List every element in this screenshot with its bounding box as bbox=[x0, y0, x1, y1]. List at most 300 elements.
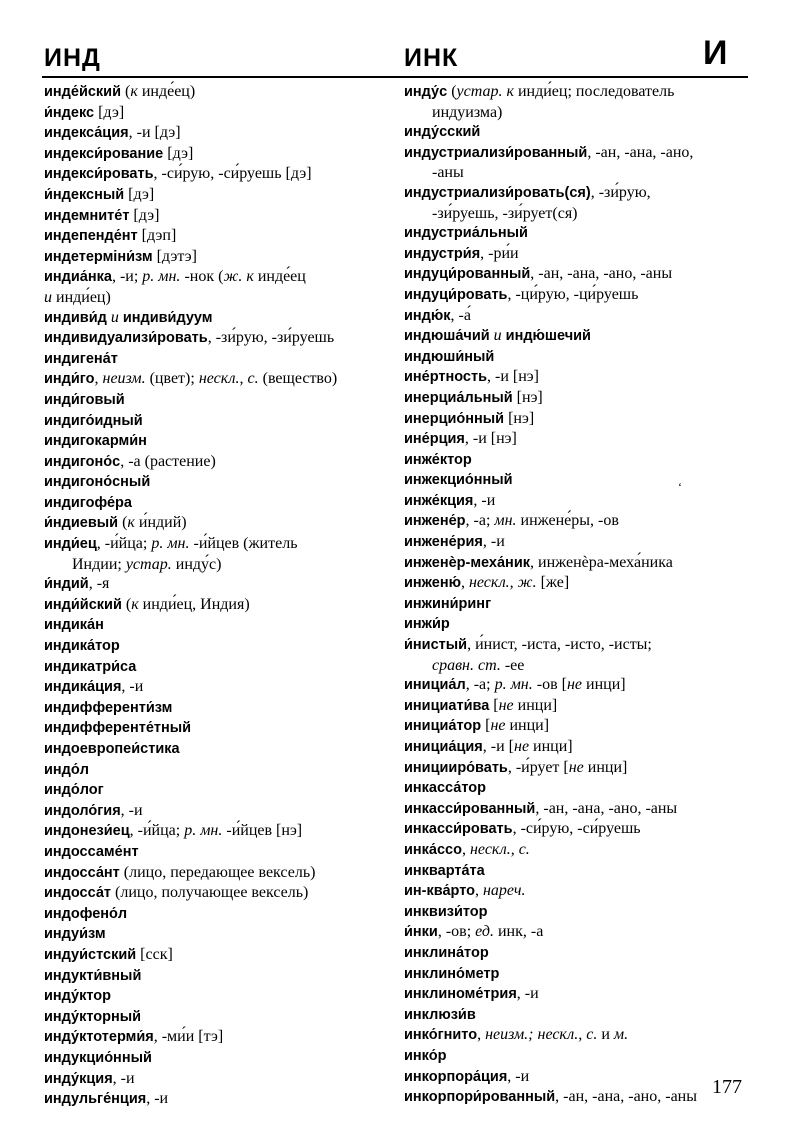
headword: индо́л bbox=[44, 761, 89, 778]
entry-text: , инженѐра-меха́ника bbox=[530, 553, 673, 571]
grammar-note: устар. к bbox=[456, 83, 514, 100]
headword: индемните́т bbox=[44, 207, 130, 224]
dictionary-entry bbox=[44, 431, 392, 452]
dictionary-entry bbox=[404, 716, 750, 737]
headword: индуи́зм bbox=[44, 926, 106, 943]
dictionary-entry bbox=[44, 82, 392, 103]
dictionary-entry bbox=[44, 411, 392, 432]
dictionary-entry bbox=[44, 472, 392, 493]
headword: индю́шечий bbox=[505, 328, 591, 345]
dictionary-entry bbox=[44, 904, 392, 925]
headword: инжене́рия bbox=[404, 534, 483, 551]
entry-text: , -я bbox=[88, 575, 110, 593]
dictionary-entry bbox=[44, 863, 392, 884]
dictionary-entry bbox=[404, 367, 750, 388]
entry-continuation bbox=[404, 204, 750, 224]
dictionary-entry bbox=[44, 288, 392, 308]
dictionary-entry bbox=[44, 821, 392, 842]
entry-text: -ее bbox=[500, 656, 525, 674]
dictionary-entry bbox=[44, 369, 392, 390]
dictionary-entry bbox=[404, 1025, 750, 1046]
grammar-note: неизм.; нескл., с. bbox=[485, 1026, 598, 1044]
entry-text: инци] bbox=[529, 738, 573, 755]
dictionary-entry bbox=[44, 1048, 392, 1069]
headword: инкасси́рованный bbox=[404, 800, 536, 817]
headword: инжи́р bbox=[404, 616, 450, 633]
dictionary-entry bbox=[404, 594, 750, 615]
entry-text: , -а; bbox=[465, 512, 495, 530]
entry-text: (лицо, передающее вексель) bbox=[119, 863, 316, 881]
entry-text: [ bbox=[481, 717, 491, 735]
entry-text: , -и bbox=[473, 491, 496, 509]
entry-text: , -и; bbox=[111, 268, 143, 286]
headword: индикатри́са bbox=[44, 658, 137, 675]
headword: индустриализи́рованный bbox=[404, 144, 588, 161]
entry-text: инду́с) bbox=[171, 555, 222, 573]
headword: инициа́тор bbox=[404, 718, 482, 735]
entry-text: -аны bbox=[432, 164, 464, 182]
dictionary-entry bbox=[44, 1007, 392, 1028]
headword: индиви́д bbox=[44, 309, 107, 326]
grammar-note: нескл., с. bbox=[469, 840, 530, 858]
grammar-note: к bbox=[130, 83, 138, 100]
headword: инди́йский bbox=[44, 596, 122, 613]
section-letter: И bbox=[703, 34, 728, 72]
entry-text: , -и [ bbox=[482, 738, 514, 755]
headword: и́ндиевый bbox=[44, 515, 119, 532]
headword: индивидуализи́ровать bbox=[44, 330, 208, 347]
headword: индигоно́сный bbox=[44, 474, 151, 491]
headword: инде́йский bbox=[44, 84, 122, 100]
headword: индепенде́нт bbox=[44, 228, 138, 245]
headword: инду́кция bbox=[44, 1070, 113, 1087]
headword: инже́кция bbox=[404, 492, 474, 509]
grammar-note: не bbox=[498, 696, 514, 714]
entry-text: инди́ец) bbox=[52, 288, 111, 306]
grammar-note: устар. bbox=[125, 555, 172, 573]
entry-text: , и́нист, -иста, -исто, -исты; bbox=[467, 636, 652, 654]
entry-text: , -и bbox=[112, 1069, 135, 1087]
headword: инициати́ва bbox=[404, 697, 490, 714]
dictionary-entry bbox=[404, 553, 750, 574]
entry-continuation bbox=[44, 555, 392, 575]
headword: индюша́чий bbox=[404, 328, 490, 345]
headword: и́ндий bbox=[44, 576, 89, 593]
dictionary-entry bbox=[44, 206, 392, 227]
headword: индигофе́ра bbox=[44, 494, 132, 511]
dictionary-entry bbox=[404, 922, 750, 943]
page-header bbox=[0, 0, 792, 80]
entry-text: ( bbox=[121, 83, 131, 100]
entry-text: , -и bbox=[482, 533, 505, 551]
grammar-note: р. мн. bbox=[142, 268, 181, 286]
dictionary-entry bbox=[44, 636, 392, 657]
headword: инду́сский bbox=[404, 124, 481, 141]
entry-text: , -а́ bbox=[450, 306, 471, 324]
headword: индиви́дуум bbox=[122, 309, 213, 326]
headword: ин-ква́рто bbox=[404, 883, 475, 900]
headword: инду́с bbox=[404, 84, 448, 100]
dictionary-entry bbox=[44, 718, 392, 739]
headword: индуци́рованный bbox=[404, 266, 531, 283]
dictionary-entry bbox=[404, 1067, 750, 1088]
entry-text: индуизма) bbox=[432, 103, 503, 121]
entry-text: инде́ец bbox=[253, 268, 306, 286]
entry-text: [дэ] bbox=[124, 185, 155, 203]
headword: индульге́нция bbox=[44, 1091, 147, 1108]
dictionary-entry bbox=[44, 534, 392, 555]
headword: индекса́ция bbox=[44, 125, 129, 142]
headword: индукцио́нный bbox=[44, 1049, 152, 1066]
dictionary-entry bbox=[404, 264, 750, 285]
dictionary-entry bbox=[44, 185, 392, 206]
dictionary-entry bbox=[44, 595, 392, 616]
grammar-note: не bbox=[566, 676, 582, 694]
right-guide-word: ИНК bbox=[404, 44, 459, 72]
entry-continuation bbox=[404, 163, 750, 183]
entry-text: инди́ец; последователь bbox=[513, 83, 675, 100]
headword: инициа́ция bbox=[404, 739, 483, 755]
entry-text: , -и [нэ] bbox=[464, 430, 517, 448]
headword: индоссаме́нт bbox=[44, 843, 139, 860]
dictionary-entry bbox=[404, 223, 750, 244]
entry-text: [нэ] bbox=[504, 409, 535, 427]
dictionary-entry bbox=[44, 842, 392, 863]
headword: инка́ссо bbox=[404, 841, 462, 858]
headword: индо́лог bbox=[44, 782, 104, 799]
dictionary-entry bbox=[404, 614, 750, 635]
grammar-note: не bbox=[490, 717, 506, 735]
entry-text: , -ан, -ана, -ано, -аны bbox=[530, 265, 673, 283]
dictionary-entry bbox=[44, 390, 392, 411]
headword: и́ндекс bbox=[44, 104, 95, 121]
dictionary-entry bbox=[404, 122, 750, 143]
entry-text: -и́йцев [нэ] bbox=[222, 822, 303, 840]
dictionary-entry bbox=[404, 82, 750, 103]
headword: инди́го bbox=[44, 371, 95, 388]
dictionary-entry bbox=[404, 183, 750, 204]
headword: инжене́р bbox=[404, 513, 466, 530]
dictionary-entry bbox=[404, 964, 750, 985]
headword: индуи́стский bbox=[44, 946, 137, 963]
grammar-note: м. bbox=[613, 1026, 629, 1044]
grammar-note: и bbox=[489, 327, 506, 345]
dictionary-entry bbox=[404, 450, 750, 471]
dictionary-entry bbox=[404, 244, 750, 265]
dictionary-entry bbox=[44, 308, 392, 329]
headword: индетерміни́зм bbox=[44, 248, 153, 265]
dictionary-entry bbox=[44, 1089, 392, 1110]
headword: инко́гнито bbox=[404, 1027, 478, 1044]
dictionary-entry bbox=[404, 409, 750, 430]
headword: инко́р bbox=[404, 1047, 447, 1064]
entry-text: [дэтэ] bbox=[152, 247, 197, 265]
entry-text: , bbox=[474, 882, 483, 900]
entry-text: , -а; bbox=[465, 676, 495, 694]
entry-text: , -а (растение) bbox=[120, 452, 216, 470]
headword: инжекцио́нный bbox=[404, 472, 513, 489]
dictionary-entry bbox=[404, 778, 750, 799]
headword: и́ндексный bbox=[44, 186, 125, 203]
headword: индигена́т bbox=[44, 350, 118, 367]
entry-text: (лицо, получающее вексель) bbox=[111, 884, 309, 902]
entry-text: инци] bbox=[513, 696, 558, 714]
dictionary-entry bbox=[44, 1069, 392, 1090]
entry-text: и́ндий) bbox=[134, 514, 187, 532]
headword: инди́ец bbox=[44, 536, 97, 553]
headword: индекси́ровать bbox=[44, 166, 154, 183]
entry-text: , -и́йца; bbox=[129, 822, 185, 840]
entry-text: -нок ( bbox=[180, 268, 224, 286]
entry-text: , -си́рую, -си́руешь [дэ] bbox=[153, 165, 312, 183]
headword: инклиноме́трия bbox=[404, 986, 517, 1003]
entry-continuation bbox=[404, 103, 750, 123]
entry-text: , -и bbox=[121, 678, 144, 696]
entry-text: -ов [ bbox=[532, 676, 567, 694]
headword: индонези́ец bbox=[44, 823, 130, 840]
entry-text: , -ан, -ана, -ано, -аны bbox=[535, 799, 678, 817]
headword: инкасси́ровать bbox=[404, 821, 513, 838]
headword: индюши́ный bbox=[404, 348, 495, 365]
dictionary-entry bbox=[404, 143, 750, 164]
entry-text: -и́йцев (житель bbox=[189, 535, 298, 553]
dictionary-entry bbox=[44, 760, 392, 781]
entry-text: и bbox=[597, 1026, 614, 1044]
entry-text: инци] bbox=[582, 676, 626, 694]
grammar-note: и bbox=[44, 288, 52, 306]
grammar-note: мн. bbox=[494, 512, 517, 530]
entry-text: (вещество) bbox=[258, 370, 338, 388]
entry-text: , -ри́и bbox=[480, 244, 519, 262]
entry-text: [дэ] bbox=[163, 144, 194, 162]
grammar-note: нескл., ж. bbox=[468, 574, 537, 592]
headword: иницииро́вать bbox=[404, 759, 508, 776]
entry-text: , -ми́и [тэ] bbox=[153, 1028, 224, 1046]
headword: индиго́идный bbox=[44, 412, 143, 429]
grammar-note: ж. к bbox=[223, 268, 254, 286]
header-rule bbox=[42, 76, 748, 78]
dictionary-entry bbox=[404, 1005, 750, 1026]
dictionary-entry bbox=[404, 840, 750, 861]
headword: индустри́я bbox=[404, 245, 481, 262]
headword: инклино́метр bbox=[404, 965, 500, 982]
entry-text: [сск] bbox=[136, 945, 173, 963]
entry-text: -зи́руешь, -зи́рует(ся) bbox=[432, 204, 578, 222]
dictionary-entry bbox=[404, 635, 750, 656]
dictionary-entry bbox=[404, 799, 750, 820]
entry-text: , bbox=[94, 370, 103, 388]
dictionary-entry bbox=[44, 739, 392, 760]
grammar-note: к bbox=[127, 514, 135, 532]
headword: индофено́л bbox=[44, 905, 128, 922]
headword: индосса́нт bbox=[44, 864, 120, 881]
headword: ине́ртность bbox=[404, 369, 488, 386]
dictionary-entry bbox=[44, 966, 392, 987]
dictionary-entry bbox=[44, 986, 392, 1007]
grammar-note: р. мн. bbox=[184, 822, 223, 840]
dictionary-entry bbox=[404, 902, 750, 923]
dictionary-entry bbox=[44, 123, 392, 144]
entry-text: , -и́йца; bbox=[96, 535, 152, 553]
headword: индифференти́зм bbox=[44, 699, 173, 716]
grammar-note: нареч. bbox=[482, 882, 526, 900]
dictionary-entry bbox=[44, 164, 392, 185]
headword: и́нки bbox=[404, 924, 438, 941]
print-speck: ʻ bbox=[678, 480, 682, 494]
entry-text: (цвет); bbox=[145, 370, 199, 388]
entry-text: , -зи́рую, -зи́руешь bbox=[207, 329, 335, 347]
headword: индоевропеи́стика bbox=[44, 741, 180, 757]
headword: инду́ктотерми́я bbox=[44, 1029, 154, 1046]
dictionary-entry bbox=[404, 511, 750, 532]
entry-text: , -ан, -ана, -ано, -аны bbox=[555, 1088, 697, 1106]
headword: индукти́вный bbox=[44, 967, 142, 984]
entry-text: , -и bbox=[516, 985, 539, 1003]
dictionary-entry bbox=[404, 491, 750, 512]
entry-text: [дэ] bbox=[94, 103, 125, 121]
entry-text: , -си́рую, -си́руешь bbox=[512, 820, 641, 838]
dictionary-entry bbox=[44, 883, 392, 904]
dictionary-entry bbox=[44, 247, 392, 268]
grammar-note: к bbox=[131, 595, 139, 613]
dictionary-entry bbox=[44, 493, 392, 514]
headword: индика́н bbox=[44, 617, 104, 634]
headword: инкасса́тор bbox=[404, 780, 486, 797]
grammar-note: ед. bbox=[475, 923, 494, 941]
dictionary-entry bbox=[404, 737, 750, 758]
grammar-note: не bbox=[568, 758, 584, 776]
dictionary-entry bbox=[404, 758, 750, 779]
grammar-note: нескл., с. bbox=[198, 370, 259, 388]
dictionary-entry bbox=[44, 328, 392, 349]
entry-text: , bbox=[460, 574, 469, 592]
dictionary-entry bbox=[44, 924, 392, 945]
dictionary-entry bbox=[44, 349, 392, 370]
headword: инкорпори́рованный bbox=[404, 1089, 556, 1106]
entry-text: [же] bbox=[536, 574, 570, 592]
left-column bbox=[44, 82, 392, 1110]
headword: индифференте́тный bbox=[44, 720, 192, 737]
headword: инициа́л bbox=[404, 677, 466, 694]
grammar-note: неизм. bbox=[102, 370, 146, 388]
entry-text: , bbox=[477, 1026, 486, 1044]
dictionary-entry bbox=[404, 306, 750, 327]
entry-text: инди́ец, Индия) bbox=[138, 595, 250, 613]
entry-text: , -и [нэ] bbox=[487, 368, 539, 386]
headword: инже́ктор bbox=[404, 451, 472, 468]
dictionary-entry bbox=[44, 657, 392, 678]
headword: индика́тор bbox=[44, 638, 120, 655]
entry-text: , -ци́рую, -ци́руешь bbox=[507, 285, 639, 303]
dictionary-entry bbox=[44, 615, 392, 636]
dictionary-entry bbox=[44, 574, 392, 595]
headword: индекси́рование bbox=[44, 145, 164, 162]
grammar-note: сравн. ст. bbox=[432, 656, 501, 674]
dictionary-entry bbox=[404, 943, 750, 964]
dictionary-entry bbox=[404, 1046, 750, 1067]
headword: инди́говый bbox=[44, 391, 125, 408]
entry-text: ( bbox=[118, 514, 128, 532]
headword: инклина́тор bbox=[404, 944, 489, 961]
dictionary-entry bbox=[404, 861, 750, 882]
headword: и́нистый bbox=[404, 637, 468, 654]
headword: индиа́нка bbox=[44, 269, 112, 286]
entry-text: , -зи́рую, bbox=[590, 183, 651, 201]
dictionary-entry bbox=[44, 103, 392, 124]
headword: инду́ктор bbox=[44, 988, 111, 1005]
grammar-note: р. мн. bbox=[151, 535, 190, 553]
entry-text: инци] bbox=[505, 717, 550, 735]
entry-text: , -и́рует [ bbox=[507, 758, 569, 776]
entry-text: [дэп] bbox=[137, 227, 177, 245]
page-number: 177 bbox=[712, 1076, 742, 1098]
entry-text: Индии; bbox=[72, 555, 126, 573]
dictionary-entry bbox=[44, 945, 392, 966]
grammar-note: и bbox=[106, 308, 123, 326]
entry-text: ( bbox=[121, 595, 132, 613]
dictionary-entry bbox=[44, 226, 392, 247]
entry-continuation bbox=[404, 656, 750, 676]
entry-text: инжене́ры, -ов bbox=[516, 512, 619, 530]
dictionary-entry bbox=[404, 347, 750, 368]
headword: индоло́гия bbox=[44, 802, 121, 819]
headword: индю́к bbox=[404, 307, 451, 324]
dictionary-entry bbox=[44, 267, 392, 288]
headword: инду́кторный bbox=[44, 1008, 142, 1025]
headword: индика́ция bbox=[44, 679, 122, 696]
dictionary-entry bbox=[44, 513, 392, 534]
headword: инкорпора́ция bbox=[404, 1068, 508, 1085]
headword: индуци́ровать bbox=[404, 286, 508, 303]
entry-text: , -ан, -ана, -ано, bbox=[587, 143, 694, 161]
headword: индосса́т bbox=[44, 885, 112, 902]
left-guide-word: ИНД bbox=[44, 44, 101, 72]
headword: индигокарми́н bbox=[44, 433, 147, 450]
entry-text: , -и [дэ] bbox=[128, 124, 181, 142]
entry-text: инци] bbox=[583, 758, 628, 776]
headword: инженѐр-меха́ник bbox=[404, 554, 530, 571]
dictionary-entry bbox=[404, 881, 750, 902]
entry-text: инк, -а bbox=[493, 923, 544, 941]
entry-text: , -и bbox=[120, 801, 143, 819]
entry-text: [дэ] bbox=[129, 206, 160, 224]
headword: инжини́ринг bbox=[404, 595, 492, 612]
right-column bbox=[404, 82, 750, 1108]
headword: индигоно́с bbox=[44, 453, 121, 470]
dictionary-entry bbox=[404, 675, 750, 696]
dictionary-entry bbox=[44, 1027, 392, 1048]
dictionary-entry bbox=[404, 285, 750, 306]
dictionary-entry bbox=[44, 780, 392, 801]
headword: индустриализи́ровать(ся) bbox=[404, 184, 591, 201]
dictionary-entry bbox=[44, 677, 392, 698]
headword: инерциа́льный bbox=[404, 389, 513, 406]
dictionary-entry bbox=[404, 429, 750, 450]
entry-text: , bbox=[461, 840, 470, 858]
grammar-note: р. мн. bbox=[494, 676, 533, 694]
grammar-note: не bbox=[514, 738, 530, 755]
dictionary-entry bbox=[404, 470, 750, 491]
dictionary-entry bbox=[44, 452, 392, 473]
dictionary-entry bbox=[44, 698, 392, 719]
dictionary-entry bbox=[404, 388, 750, 409]
dictionary-entry bbox=[404, 1087, 750, 1108]
entry-text: [ bbox=[489, 696, 499, 714]
headword: индустриа́льный bbox=[404, 225, 528, 242]
headword: инклюзи́в bbox=[404, 1006, 476, 1023]
entry-text: , -и bbox=[507, 1067, 530, 1085]
dictionary-entry bbox=[44, 144, 392, 165]
